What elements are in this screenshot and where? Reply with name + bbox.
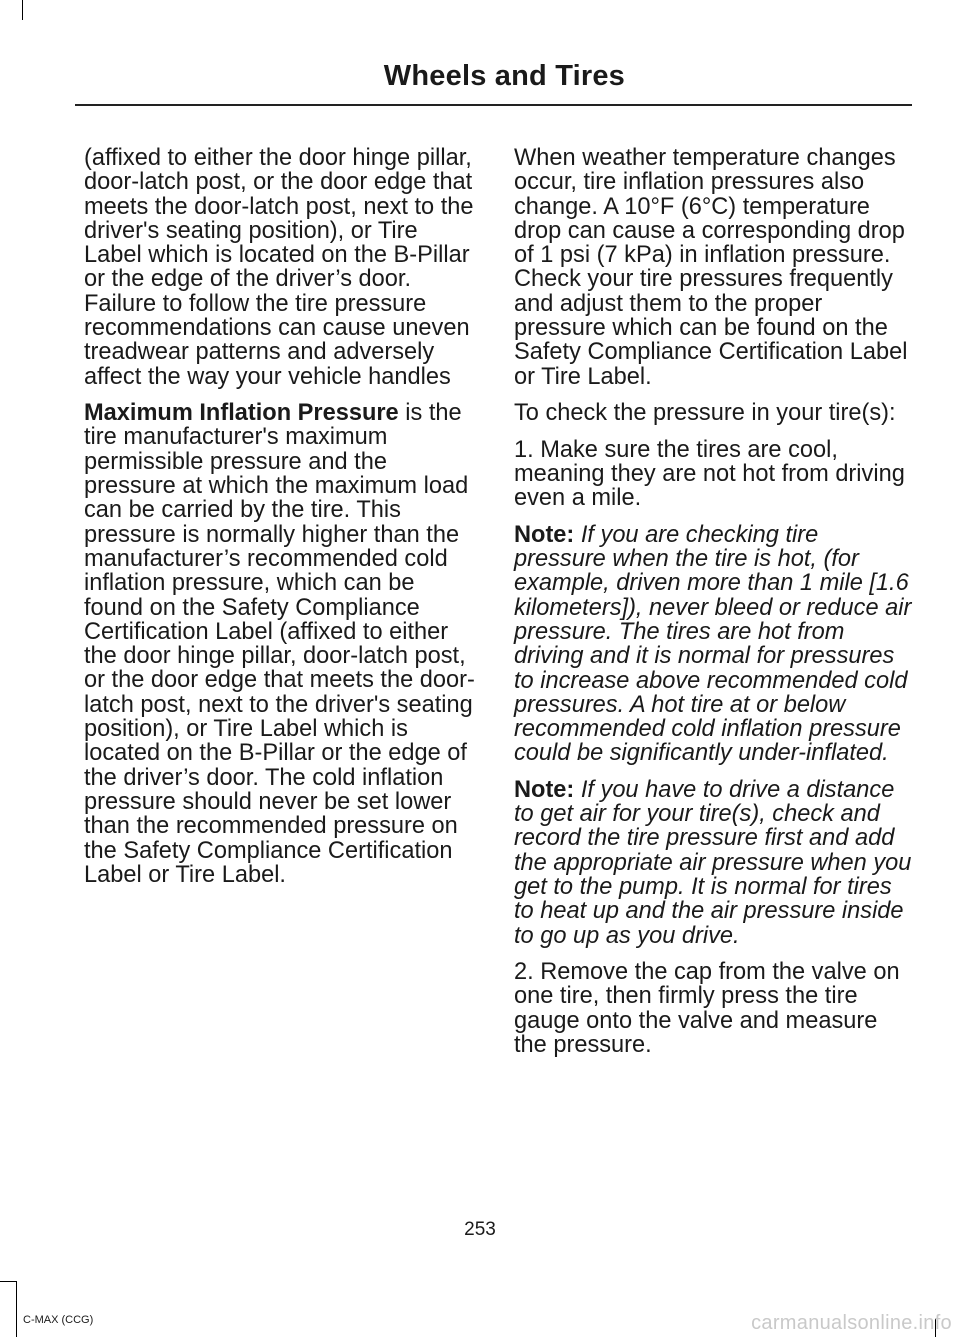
note-1	[514, 523, 912, 766]
note-2	[514, 778, 912, 948]
left-column	[84, 146, 476, 899]
paragraph: (affixed to either the door hinge pillar, door-latch post, or the door edge that meets the door-latch post, next to the driver's seating position), or Tire Label which is located on the B-Pillar or the edge of the driver’s door. Failure to follow the tire pressure recommendations can cause uneven treadwear patterns and adversely affect the way your vehicle handles	[84, 145, 474, 390]
step-2: 2. Remove the cap from the valve on one tire, then firmly press the tire gauge onto the valve and measure the pressure.	[514, 959, 900, 1059]
note-text: If you are checking tire pressure when the tire is hot, (for example, driven more than 1 mile [1.6 kilometers]), never bleed or reduce air pressure. The tires are hot from driving and it is normal for pressures to increase above recommended cold pressures. A hot tire at or below recommended cold inflation pressure could be significantly under-inflated.	[514, 521, 912, 767]
term-max-inflation-pressure: Maximum Inflation Pressure	[84, 400, 399, 427]
note-label: Note:	[514, 521, 575, 548]
crop-mark-bottom-left	[0, 1281, 16, 1282]
paragraph-max-inflation	[84, 401, 476, 887]
header-divider	[75, 104, 912, 106]
right-column	[514, 146, 912, 1070]
paragraph: To check the pressure in your tire(s):	[514, 400, 896, 427]
crop-mark-bottom-left-v	[16, 1281, 17, 1337]
page-title: Wheels and Tires	[383, 60, 625, 92]
model-code: C-MAX (CCG)	[23, 1314, 94, 1326]
crop-mark-top-left	[22, 0, 23, 20]
note-label: Note:	[514, 776, 575, 803]
page-number: 253	[464, 1219, 496, 1240]
definition-text: is the tire manufacturer's maximum permissible pressure and the pressure at which the maximum load can be carried by the tire. This pressure is normally higher than the manufacturer’s recommended cold inflation pressure, which can be found on the Safety Compliance Certification Label (affixed to either the door hinge pillar, door-latch post, or the door edge that meets the door-latch post, next to the driver's seating position), or Tire Label which is located on the B-Pillar or the edge of the driver’s door. The cold inflation pressure should never be set lower than the recommended pressure on the Safety Compliance Certification Label or Tire Label.	[84, 400, 475, 888]
note-text: If you have to drive a distance to get air for your tire(s), check and record the tire pressure first and add the appropriate air pressure when you get to the pump. It is normal for tires to heat up and the air pressure inside to go up as you drive.	[514, 776, 912, 949]
watermark: carmanualsonline.info	[751, 1312, 952, 1334]
paragraph: When weather temperature changes occur, tire inflation pressures also change. A 10°F (6°C) temperature drop can cause a corresponding drop of 1 psi (7 kPa) in inflation pressure. Check your tire pressures frequently and adjust them to the proper pressure which can be found on the Safety Compliance Certification Label or Tire Label.	[514, 145, 908, 390]
step-1: 1. Make sure the tires are cool, meaning they are not hot from driving even a mile.	[514, 436, 905, 512]
